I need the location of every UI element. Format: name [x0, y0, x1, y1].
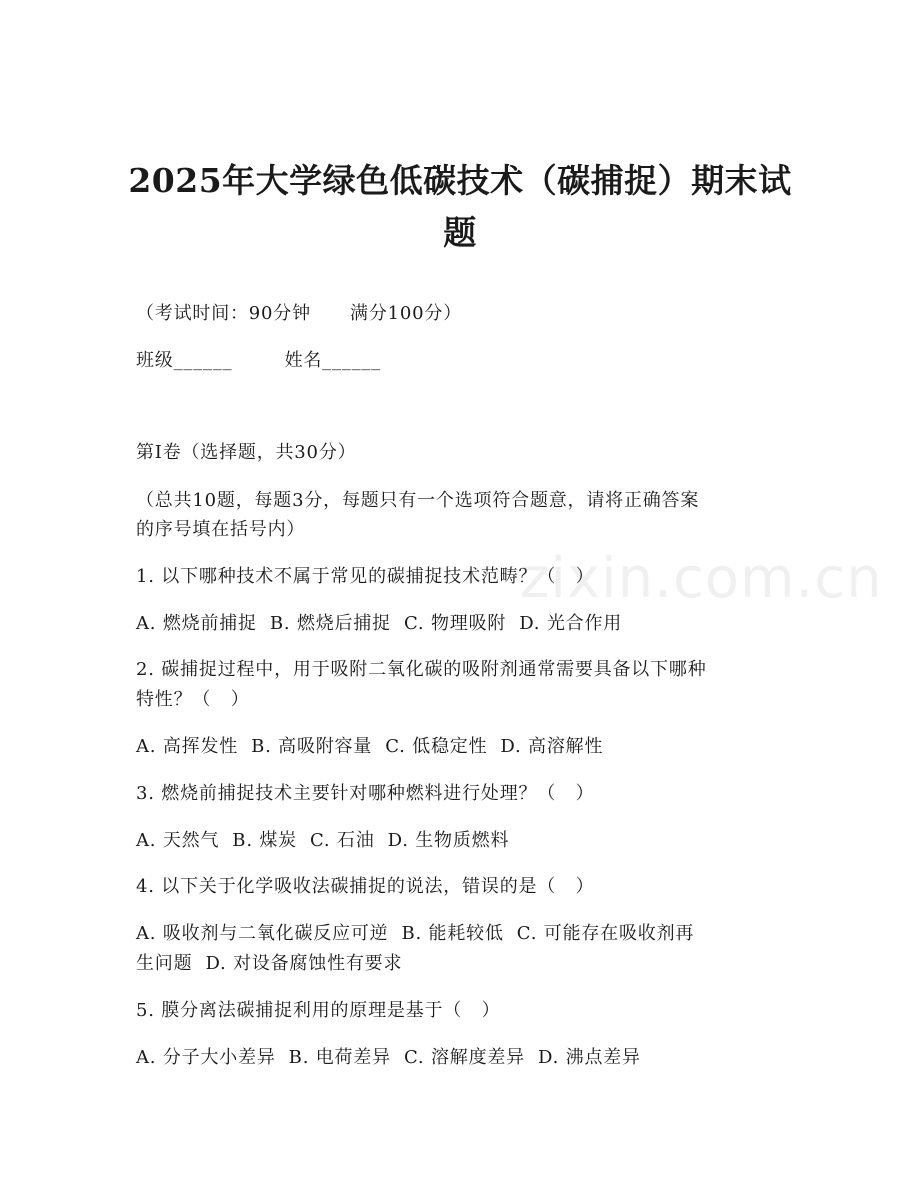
question-1-options: A. 燃烧前捕捉 B. 燃烧后捕捉 C. 物理吸附 D. 光合作用 — [136, 613, 623, 634]
exam-info: （考试时间：90分钟 满分100分） — [136, 303, 462, 324]
section-title: 第I卷（选择题，共30分） — [136, 442, 357, 463]
watermark: zixin.com.cn — [520, 546, 883, 611]
class-name-fields: 班级______ 姓名______ — [136, 350, 381, 371]
question-1-stem: 1. 以下哪种技术不属于常见的碳捕捉技术范畴？（ ） — [136, 566, 595, 587]
instructions-line-2: 的序号填在括号内） — [136, 519, 306, 540]
question-2-stem-1: 2. 碳捕捉过程中，用于吸附二氧化碳的吸附剂通常需要具备以下哪种 — [136, 659, 707, 680]
question-2-options: A. 高挥发性 B. 高吸附容量 C. 低稳定性 D. 高溶解性 — [136, 736, 604, 757]
question-5-stem: 5. 膜分离法碳捕捉利用的原理是基于（ ） — [136, 1000, 501, 1021]
exam-title — [120, 155, 800, 259]
instructions-line-1: （总共10题，每题3分，每题只有一个选项符合题意，请将正确答案 — [136, 490, 700, 511]
question-4-stem: 4. 以下关于化学吸收法碳捕捉的说法，错误的是（ ） — [136, 876, 595, 897]
question-3-options: A. 天然气 B. 煤炭 C. 石油 D. 生物质燃料 — [136, 830, 510, 851]
question-4-options-2: 生问题 D. 对设备腐蚀性有要求 — [136, 953, 403, 974]
question-3-stem: 3. 燃烧前捕捉技术主要针对哪种燃料进行处理？（ ） — [136, 783, 595, 804]
question-4-options-1: A. 吸收剂与二氧化碳反应可逆 B. 能耗较低 C. 可能存在吸收剂再 — [136, 923, 695, 944]
question-5-options: A. 分子大小差异 B. 电荷差异 C. 溶解度差异 D. 沸点差异 — [136, 1047, 641, 1068]
question-2-stem-2: 特性？（ ） — [136, 689, 250, 710]
title-line-2: 题 — [443, 213, 477, 252]
title-line-1: 2025年大学绿色低碳技术（碳捕捉）期末试 — [128, 161, 792, 200]
